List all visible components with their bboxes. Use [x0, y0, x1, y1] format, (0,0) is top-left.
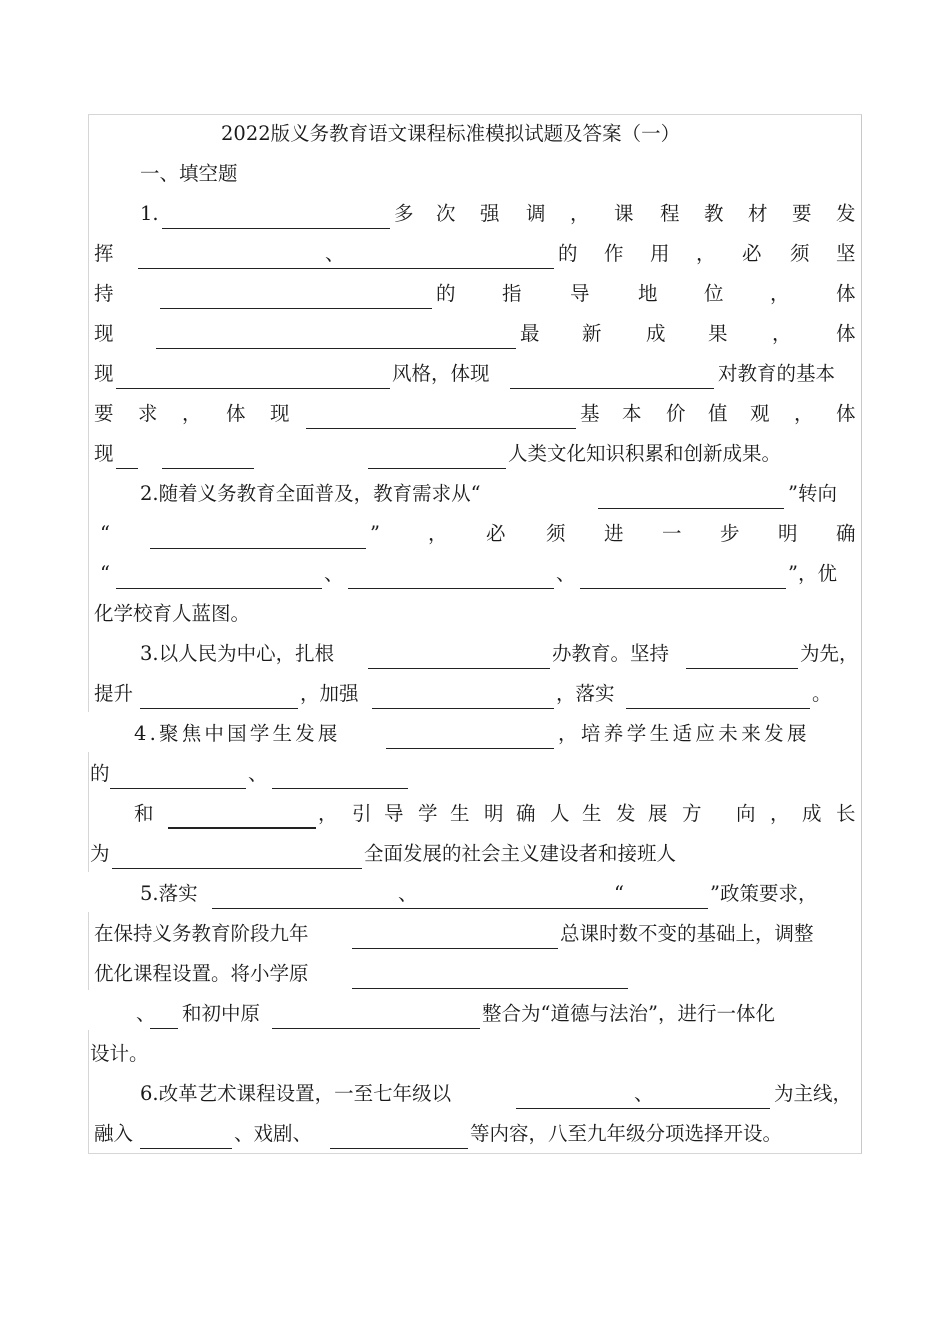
- separator: 、: [248, 762, 268, 785]
- separator: 、: [324, 562, 344, 585]
- q3-line-1: [0, 634, 950, 674]
- q1-line-6: [0, 394, 950, 434]
- text-char: 展: [648, 802, 668, 825]
- text-char: 程: [660, 202, 680, 225]
- text-char: 最: [520, 322, 540, 345]
- answer-blank[interactable]: [510, 388, 714, 389]
- text-char: 确: [516, 802, 536, 825]
- text-segment: 风格，体现: [392, 362, 490, 385]
- answer-blank[interactable]: [140, 708, 298, 709]
- answer-blank[interactable]: [348, 588, 554, 589]
- answer-blank[interactable]: [386, 748, 554, 749]
- text-char: 引: [352, 802, 372, 825]
- q1-line-7: [0, 434, 950, 474]
- answer-blank[interactable]: [110, 788, 246, 789]
- text-segment: 为先，: [800, 642, 859, 665]
- answer-blank[interactable]: [272, 788, 408, 789]
- text-char: ，: [428, 522, 448, 545]
- text-segment: ”转向: [788, 482, 837, 505]
- answer-blank[interactable]: [626, 708, 810, 709]
- text-segment: 总课时数不变的基础上，调整: [560, 922, 814, 945]
- text-char: 人: [550, 802, 570, 825]
- q2-line-1: [0, 474, 950, 514]
- answer-blank[interactable]: [368, 468, 506, 469]
- text-char: 基: [580, 402, 600, 425]
- text-char: ，: [794, 402, 814, 425]
- text-char: 明: [778, 522, 798, 545]
- text-segment: 和初中原: [182, 1002, 261, 1025]
- text-char: 观: [750, 402, 770, 425]
- separator: 、: [556, 562, 576, 585]
- text-char: “: [100, 522, 110, 545]
- text-char: 位: [704, 282, 724, 305]
- text-char: 导: [384, 802, 404, 825]
- text-char: 步: [720, 522, 740, 545]
- text-char: 现: [270, 402, 290, 425]
- answer-blank[interactable]: [162, 468, 254, 469]
- text-char: ”: [370, 522, 380, 545]
- q4-line-4: [0, 834, 950, 874]
- text-char: 地: [638, 282, 658, 305]
- text-char: 的: [436, 282, 456, 305]
- separator: 、: [136, 1002, 156, 1025]
- q1-line-5: [0, 354, 950, 394]
- text-char: 一: [662, 522, 682, 545]
- text-char: 为: [90, 842, 110, 865]
- text-segment: ，培养学生适应未来发展: [558, 722, 810, 745]
- text-segment: 对教育的基本: [718, 362, 836, 385]
- text-char: 长: [836, 802, 856, 825]
- answer-blank[interactable]: [150, 1028, 178, 1029]
- text-char: ，: [770, 802, 790, 825]
- text-char: 明: [484, 802, 504, 825]
- text-char: 体: [226, 402, 246, 425]
- text-segment: 3.以人民为中心，扎根: [140, 642, 335, 665]
- answer-blank[interactable]: [580, 588, 786, 589]
- text-char: 发: [616, 802, 636, 825]
- text-char: 成: [646, 322, 666, 345]
- text-segment: 为主线，: [774, 1082, 853, 1105]
- text-segment: 2.随着义务教育全面普及，教育需求从“: [140, 482, 481, 505]
- text-segment: ”政策要求，: [710, 882, 818, 905]
- text-char: 要: [94, 402, 114, 425]
- answer-blank[interactable]: [686, 668, 798, 669]
- text-char: 价: [666, 402, 686, 425]
- answer-blank[interactable]: [116, 468, 138, 469]
- text-segment: 提升: [94, 682, 134, 705]
- q5-line-2: [0, 914, 950, 954]
- q6-line-2: [0, 1114, 950, 1154]
- text-char: ，: [696, 242, 716, 265]
- text-char: 发: [836, 202, 856, 225]
- q5-line-3: [0, 954, 950, 994]
- q4-line-3: [0, 794, 950, 834]
- text-segment: 全面发展的社会主义建设者和接班人: [364, 842, 677, 865]
- answer-blank[interactable]: [162, 228, 390, 229]
- text-char: 值: [708, 402, 728, 425]
- q1-line-4: [0, 314, 950, 354]
- page-title: 2022版义务教育语文课程标准模拟试题及答案（一）: [221, 122, 681, 145]
- separator: 、: [398, 882, 418, 905]
- text-char: ，: [570, 202, 590, 225]
- q1-line-1: [0, 194, 950, 234]
- q3-line-2: [0, 674, 950, 714]
- text-char: 体: [836, 322, 856, 345]
- text-segment: 在保持义务教育阶段九年: [94, 922, 309, 945]
- text-char: 教: [704, 202, 724, 225]
- text-char: 强: [480, 202, 500, 225]
- text-char: 现: [94, 322, 114, 345]
- separator: 、: [325, 242, 345, 265]
- text-char: “: [614, 882, 624, 905]
- text-char: 现: [94, 362, 114, 385]
- text-char: 学: [418, 802, 438, 825]
- text-char: 求: [138, 402, 158, 425]
- answer-blank[interactable]: [116, 588, 322, 589]
- text-segment: ”，优: [788, 562, 837, 585]
- q2-line-4: [0, 594, 950, 634]
- text-segment: 6.改革艺术课程设置，一至七年级以: [140, 1082, 452, 1105]
- text-segment: 5.落实: [140, 882, 198, 905]
- q1-line-2: [0, 234, 950, 274]
- text-char: 须: [790, 242, 810, 265]
- text-segment: 、戏剧、: [234, 1122, 313, 1145]
- text-char: 本: [622, 402, 642, 425]
- text-char: 果: [708, 322, 728, 345]
- text-char: ，: [772, 322, 792, 345]
- text-char: 挥: [94, 242, 114, 265]
- text-char: 现: [94, 442, 114, 465]
- q5-line-4: [0, 994, 950, 1034]
- text-char: 生: [450, 802, 470, 825]
- text-segment: 融入: [94, 1122, 134, 1145]
- q5-line-5: [0, 1034, 950, 1074]
- text-char: 作: [604, 242, 624, 265]
- q4-line-2: [0, 754, 950, 794]
- answer-blank[interactable]: [372, 708, 554, 709]
- text-char: 进: [604, 522, 624, 545]
- text-char: 确: [836, 522, 856, 545]
- text-char: 的: [558, 242, 578, 265]
- text-char: 方: [682, 802, 702, 825]
- answer-blank[interactable]: [138, 268, 554, 269]
- answer-blank[interactable]: [212, 908, 708, 909]
- text-char: 持: [94, 282, 114, 305]
- text-char: 和: [134, 802, 154, 825]
- text-char: 的: [90, 762, 110, 785]
- text-char: 次: [436, 202, 456, 225]
- text-segment: 等内容，八至九年级分项选择开设。: [470, 1122, 783, 1145]
- q4-line-1: [0, 714, 950, 754]
- answer-blank[interactable]: [112, 868, 362, 869]
- answer-blank[interactable]: [156, 348, 516, 349]
- text-char: 课: [614, 202, 634, 225]
- text-char: 新: [582, 322, 602, 345]
- answer-blank[interactable]: [306, 428, 576, 429]
- answer-blank[interactable]: [140, 1148, 232, 1149]
- text-segment: ，加强: [300, 682, 359, 705]
- answer-blank[interactable]: [352, 988, 628, 989]
- q6-line-1: [0, 1074, 950, 1114]
- text-char: 导: [570, 282, 590, 305]
- answer-blank[interactable]: [160, 308, 432, 309]
- section-line: [0, 154, 950, 194]
- answer-blank[interactable]: [150, 548, 366, 549]
- answer-blank[interactable]: [352, 948, 558, 949]
- text-char: ，: [182, 402, 202, 425]
- text-segment: 4.聚焦中国学生发展: [134, 722, 341, 745]
- text-char: 调: [526, 202, 546, 225]
- question-number: 1.: [140, 202, 159, 225]
- text-char: 用: [650, 242, 670, 265]
- q5-line-1: [0, 874, 950, 914]
- text-char: 要: [792, 202, 812, 225]
- q1-line-3: [0, 274, 950, 314]
- text-char: 必: [742, 242, 762, 265]
- answer-blank[interactable]: [168, 827, 316, 829]
- text-segment: ，落实: [556, 682, 615, 705]
- q2-line-3: [0, 554, 950, 594]
- text-segment: 办教育。坚持: [552, 642, 670, 665]
- answer-blank[interactable]: [116, 388, 390, 389]
- q2-line-2: [0, 514, 950, 554]
- text-char: 材: [748, 202, 768, 225]
- text-char: 向: [736, 802, 756, 825]
- text-char: 多: [394, 202, 414, 225]
- text-char: 须: [546, 522, 566, 545]
- text-char: 坚: [836, 242, 856, 265]
- text-char: 必: [486, 522, 506, 545]
- text-segment: 化学校育人蓝图。: [94, 602, 251, 625]
- text-char: 体: [836, 402, 856, 425]
- answer-blank[interactable]: [330, 1148, 468, 1149]
- text-segment: 设计。: [90, 1042, 149, 1065]
- text-char: “: [100, 562, 110, 585]
- text-char: 生: [582, 802, 602, 825]
- answer-blank[interactable]: [368, 668, 550, 669]
- section-heading: 一、填空题: [140, 162, 238, 185]
- text-char: 指: [502, 282, 522, 305]
- separator: 、: [634, 1082, 654, 1105]
- text-char: 体: [836, 282, 856, 305]
- text-segment: 。: [812, 682, 832, 705]
- text-segment: 整合为“道德与法治”，进行一体化: [482, 1002, 775, 1025]
- text-segment: 人类文化知识积累和创新成果。: [508, 442, 782, 465]
- answer-blank[interactable]: [598, 508, 784, 509]
- text-char: ，: [770, 282, 790, 305]
- text-char: 成: [802, 802, 822, 825]
- title-line: [0, 114, 950, 154]
- text-char: ，: [318, 802, 338, 825]
- answer-blank[interactable]: [272, 1028, 480, 1029]
- text-segment: 优化课程设置。将小学原: [94, 962, 309, 985]
